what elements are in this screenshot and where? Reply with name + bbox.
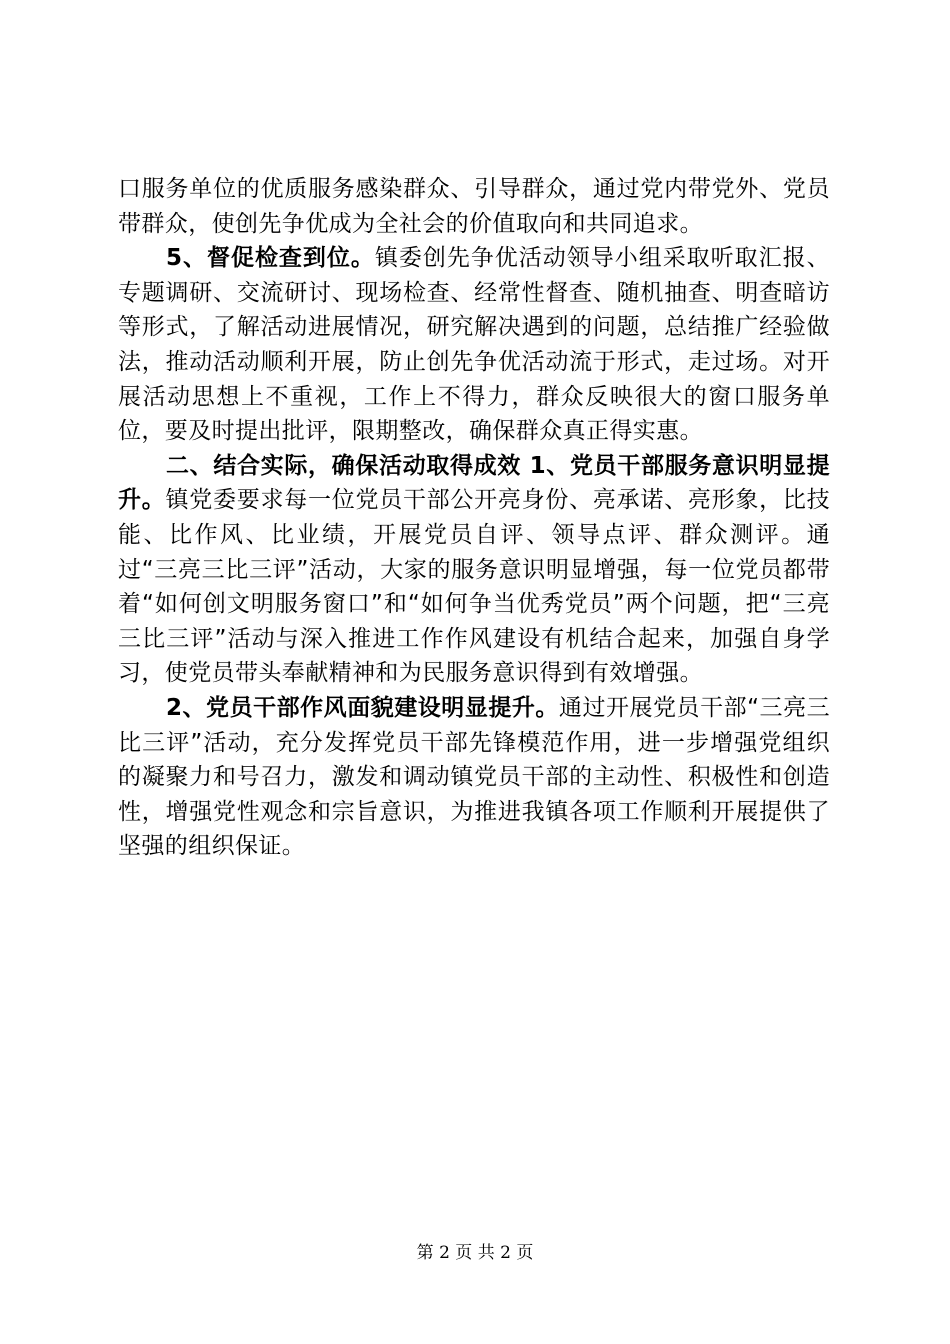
paragraph-heading: 5、督促检查到位。 (166, 245, 375, 272)
paragraph-text: 口服务单位的优质服务感染群众、引导群众，通过党内带党外、党员带群众，使创先争优成为全社会的价值取向和共同追求。 (118, 176, 830, 237)
paragraph-text: 镇委创先争优活动领导小组采取听取汇报、专题调研、交流研讨、现场检查、经常性督查、随机抽查、明查暗访等形式，了解活动进展情况，研究解决遇到的问题，总结推广经验做法，推动活动顺利开展，防止创先争优活动流于形式，走过场。对开展活动思想上不重视，工作上不得力，群众反映很大的窗口服务单位，要及时提出批评，限期整改，确保群众真正得实惠。 (118, 245, 830, 445)
paragraph-heading: 2、党员干部作风面貌建设明显提升。 (166, 694, 559, 721)
document-body (118, 172, 830, 864)
paragraph-continued (118, 172, 830, 241)
page-number-footer: 第 2 页 共 2 页 (416, 1243, 534, 1263)
paragraph-supervision (118, 241, 830, 449)
paragraph-text: 通过开展党员干部“三亮三比三评”活动，充分发挥党员干部先锋模范作用，进一步增强党组织的凝聚力和号召力，激发和调动镇党员干部的主动性、积极性和创造性，增强党性观念和宗旨意识，为推进我镇各项工作顺利开展提供了坚强的组织保证。 (118, 694, 831, 860)
paragraph-work-style (118, 691, 830, 864)
paragraph-text: 镇党委要求每一位党员干部公开亮身份、亮承诺、亮形象，比技能、比作风、比业绩，开展党员自评、领导点评、群众测评。通过“三亮三比三评”活动，大家的服务意识明显增强，每一位党员都带着“如何创文明服务窗口”和“如何争当优秀党员”两个问题，把“三亮三比三评”活动与深入推进工作作风建设有机结合起来，加强自身学习，使党员带头奉献精神和为民服务意识得到有效增强。 (118, 487, 830, 687)
paragraph-section-two (118, 449, 830, 691)
paragraph-heading: 二、结合实际，确保活动取得成效 1、党员干部服务意识明显提升。 (118, 452, 830, 514)
